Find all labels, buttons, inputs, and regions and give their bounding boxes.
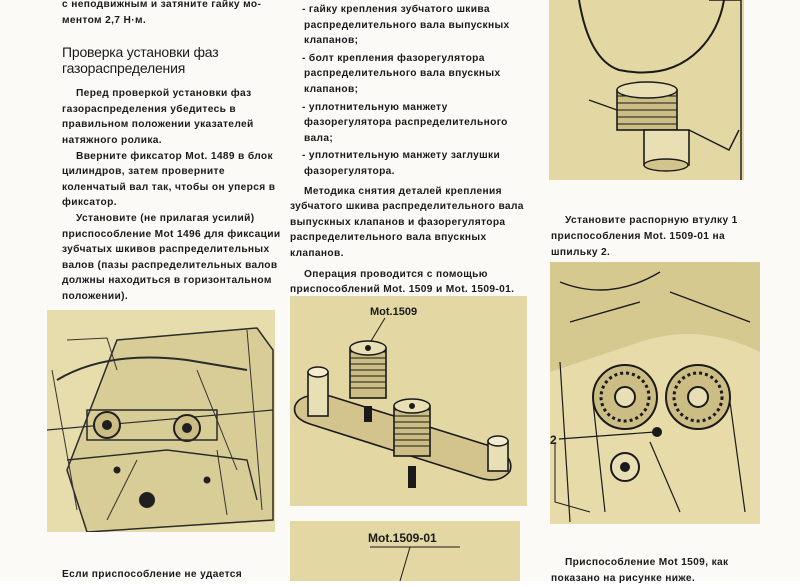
top-fragment: с неподвижным и затяните гайку мо- ментом 2,7 Н·м. (62, 0, 262, 26)
col1-bottom-caption: Если приспособление не удается (62, 569, 243, 581)
col2-paragraph-2: Операция проводится с помощью приспособлений Mot. 1509 и Mot. 1509-01. (290, 268, 515, 296)
callout-2: 2 (550, 433, 557, 447)
tool-mot1509-figure (290, 296, 527, 506)
paragraph-2: Вверните фиксатор Mot. 1489 в блок цилиндров, затем проверните коленчатый вал так, чтобы он уперся в фиксатор. (62, 150, 276, 209)
col3-caption-top: Установите распорную втулку 1 приспособления Mot. 1509-01 на шпильку 2. (551, 215, 738, 259)
column-1 (62, 0, 284, 305)
list-item-1: - гайку крепления зубчатого шкива распределительного вала выпускных клапанов; (302, 4, 510, 47)
tool-mot1509-01-label: Mot.1509-01 (368, 531, 437, 545)
tool-mot1509-label: Mot.1509 (370, 306, 418, 318)
col2-paragraph-1: Методика снятия деталей крепления зубчатого шкива распределительного вала выпускных клапанов и фазорегулятора распределительного вала впускных клапанов. (290, 185, 524, 259)
engine-photo-left (47, 310, 275, 532)
paragraph-3: Установите (не прилагая усилий) приспособление Mot 1496 для фиксации зубчатых шкивов распределительных валов (пазы распределительных валов должны находиться в горизонтальном положении). (62, 212, 281, 302)
paragraph-1: Перед проверкой установки фаз газораспределения убедитесь в правильном положении указателей натяжного ролика. (62, 88, 254, 146)
timing-sprocket-top-figure (549, 0, 744, 180)
section-heading: Проверка установки фаз газораспределения (62, 44, 219, 77)
list-item-3: - уплотнительную манжету фазорегулятора распределительного вала; (302, 101, 508, 144)
list-item-4: - уплотнительную манжету заглушки фазорегулятора. (302, 150, 501, 177)
list-item-2: - болт крепления фазорегулятора распределительного вала впускных клапанов; (302, 52, 501, 95)
engine-photo-right (550, 262, 760, 524)
tool-mot1509-01-figure (290, 521, 520, 581)
col3-caption-bottom: Приспособление Mot 1509, как показано на рисунке ниже. (551, 557, 729, 585)
column-2 (290, 0, 532, 298)
